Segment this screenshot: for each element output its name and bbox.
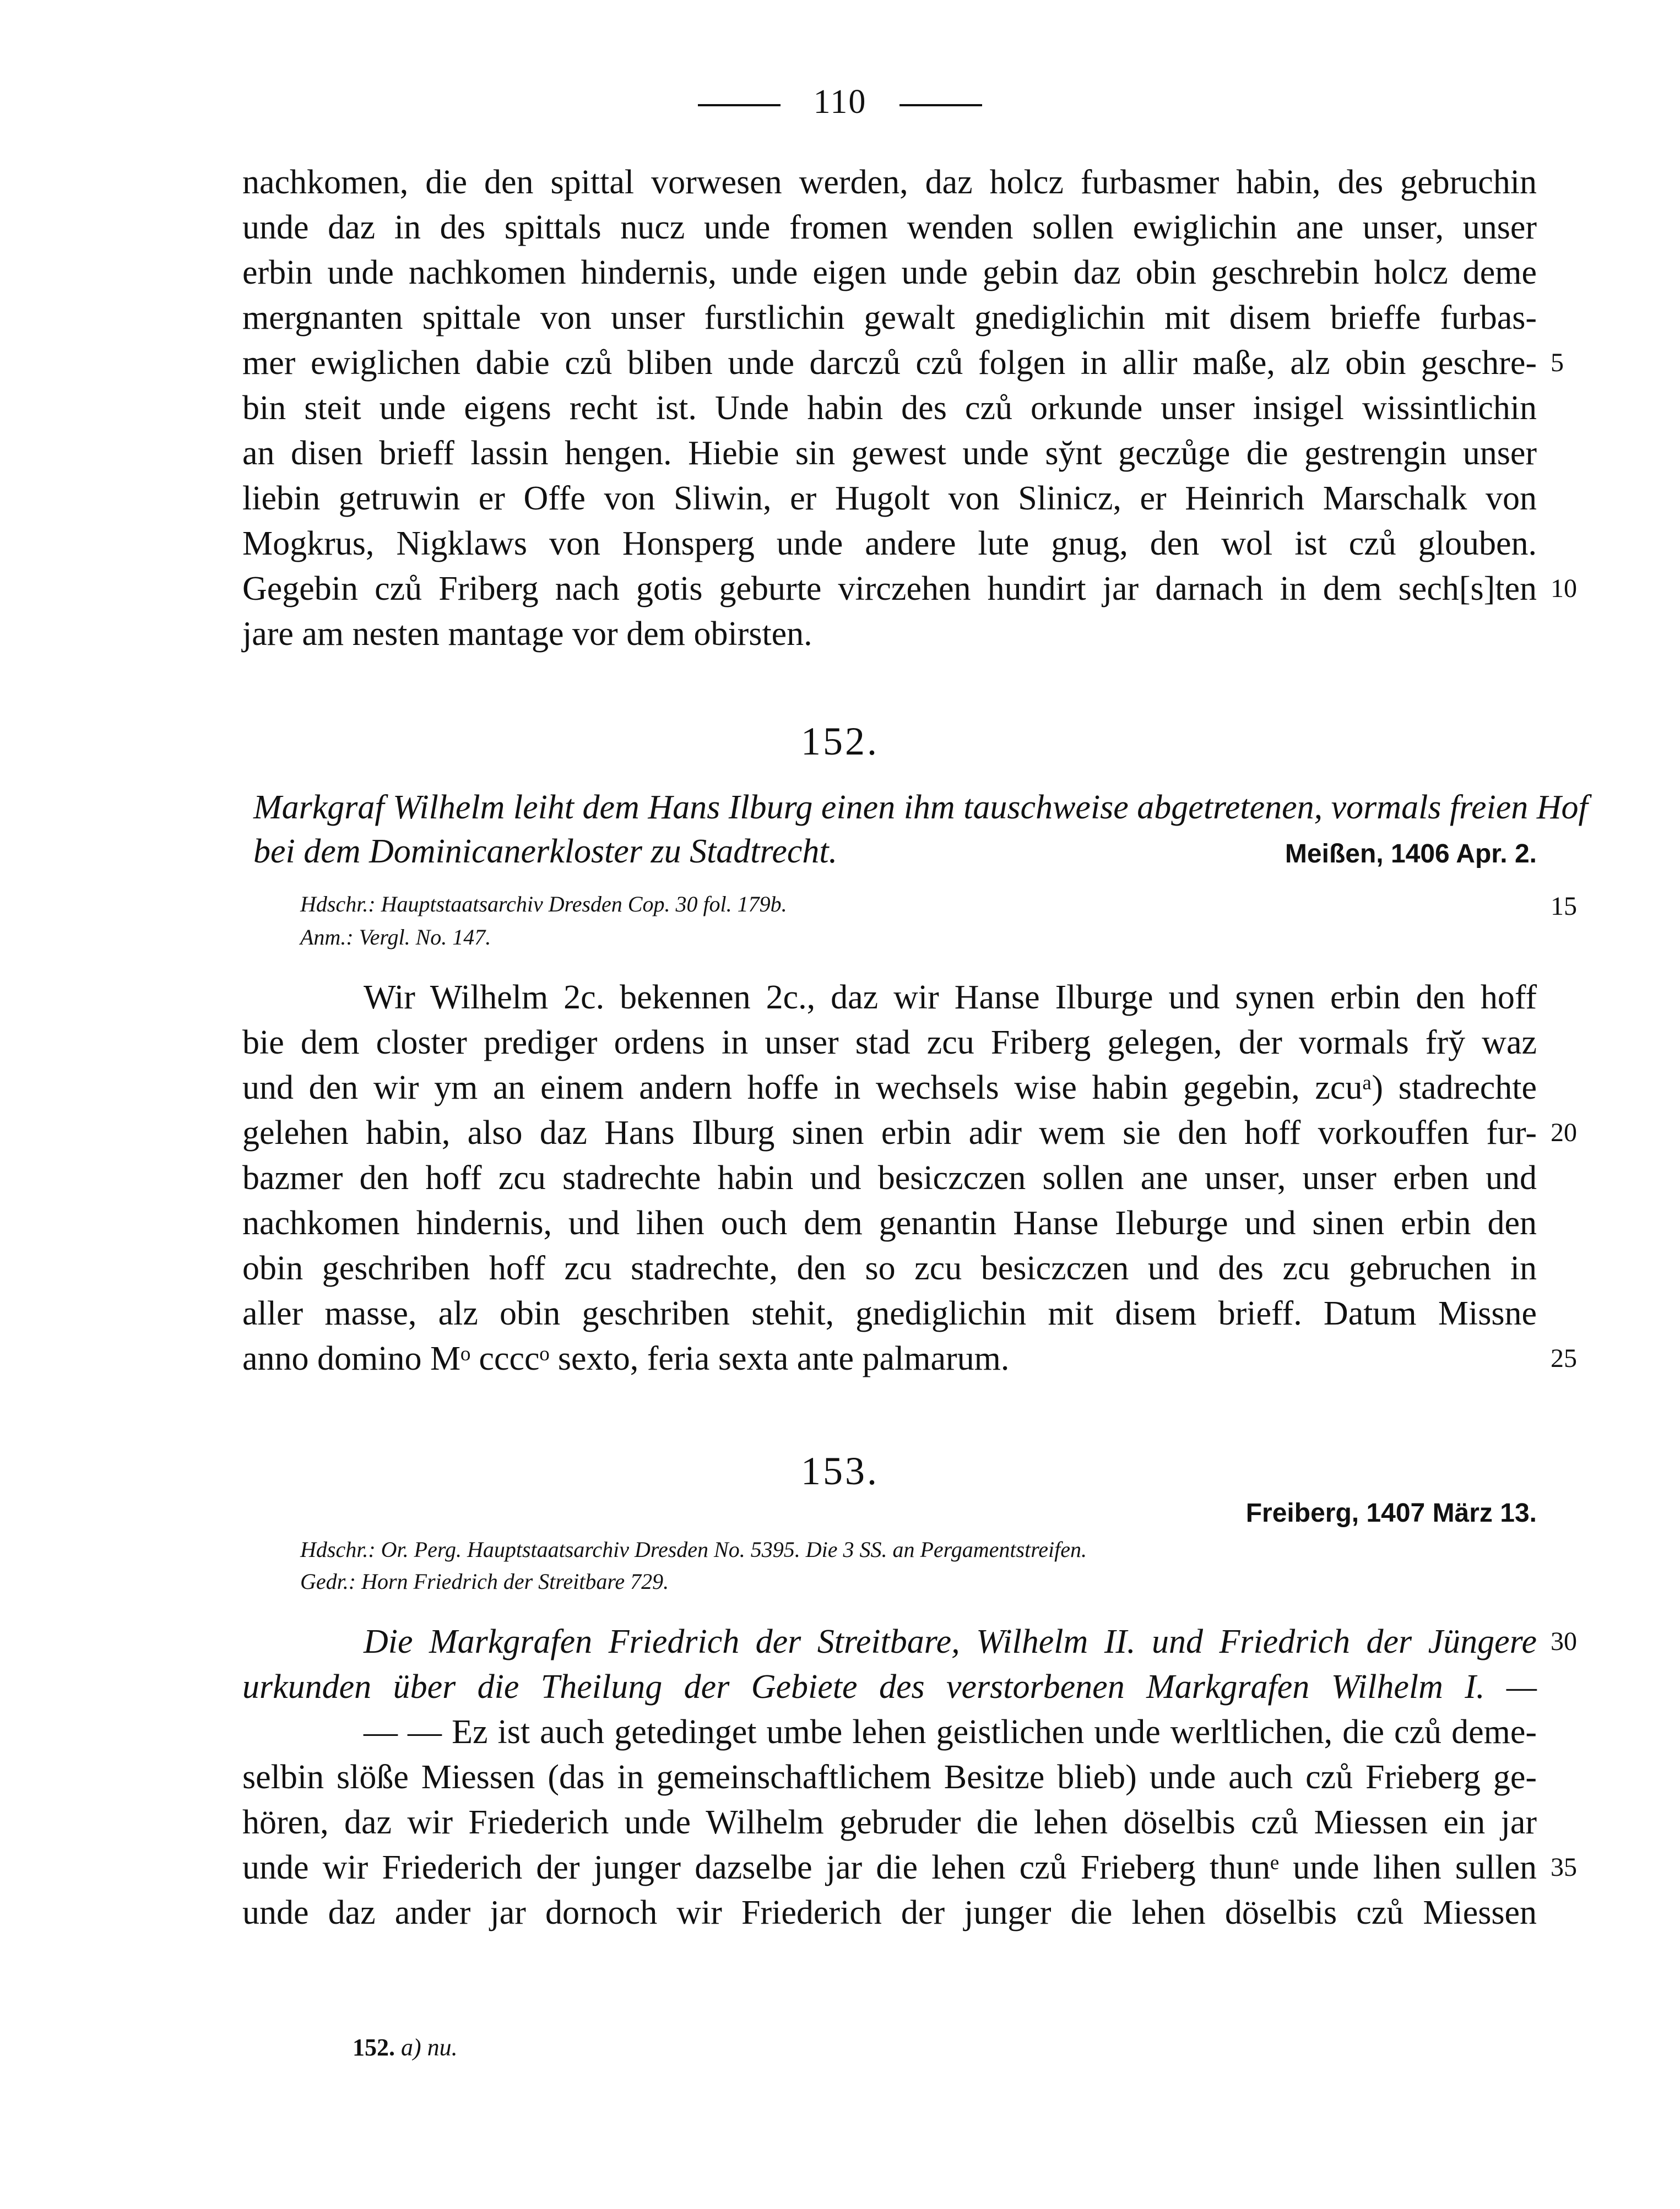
text-line: Gegebin czů Friberg nach gotis geburte virczehen hundirt jar darnach in dem sech[s]ten	[242, 570, 1537, 607]
page-number: 110	[813, 83, 867, 121]
text-line: hören, daz wir Friederich unde Wilhelm gebruder die lehen döselbis czů Miessen ein jar	[242, 1804, 1537, 1841]
footnote-ref: 152.	[353, 2034, 395, 2061]
header-rule-left	[698, 104, 781, 106]
text-line: jare am nesten mantage vor dem obirsten.	[242, 615, 812, 653]
line-number: 25	[1551, 1344, 1577, 1373]
text-line: obin geschriben hoff zcu stadrechte, den so zcu besiczczen und des zcu gebruchen in	[242, 1250, 1537, 1287]
annotation-note: Anm.: Vergl. No. 147.	[300, 925, 491, 949]
line-number: 30	[1551, 1627, 1577, 1656]
line-number: 5	[1551, 348, 1564, 377]
document-number: 152.	[801, 719, 879, 763]
print-note: Gedr.: Horn Friedrich der Streitbare 729.	[300, 1569, 669, 1594]
text-line: bazmer den hoff zcu stadrechte habin und besiczczen sollen ane unser, unser erben und	[242, 1159, 1537, 1197]
text-line: gelehen habin, also daz Hans Ilburg sinen erbin adir wem sie den hoff vorkouffen fur-	[242, 1114, 1537, 1152]
text-line: unde wir Friederich der junger dazselbe jar die lehen czů Frieberg thunᵉ unde lihen sullen	[242, 1849, 1537, 1886]
line-number: 10	[1551, 574, 1577, 603]
regest-line: Die Markgrafen Friedrich der Streitbare, Wilhelm II. und Friedrich der Jüngere	[364, 1623, 1537, 1660]
text-line: anno domino Mᵒ ccccᵒ sexto, feria sexta ante palmarum.	[242, 1340, 1010, 1377]
dateline: Freiberg, 1407 März 13.	[1245, 1499, 1537, 1528]
text-line: selbin slöße Miessen (das in gemeinschaftlichem Besitze blieb) unde auch czů Frieberg ge-	[242, 1758, 1537, 1796]
page-header	[0, 83, 1680, 122]
text-line: — — Ez ist auch getedinget umbe lehen geistlichen unde werltlichen, die czů deme-	[364, 1713, 1537, 1751]
text-line: bie dem closter prediger ordens in unser stad zcu Friberg gelegen, der vormals fry̆ waz	[242, 1024, 1537, 1061]
footnote	[353, 2033, 458, 2061]
regest-line: bei dem Dominicanerkloster zu Stadtrecht.	[253, 833, 838, 870]
text-line: bin steit unde eigens recht ist. Unde habin des czů orkunde unser insigel wissintlichin	[242, 389, 1537, 427]
text-line: nachkomen, die den spittal vorwesen werden, daz holcz furbasmer habin, des gebruchin	[242, 164, 1537, 201]
text-line: Mogkrus, Nigklaws von Honsperg unde andere lute gnug, den wol ist czů glouben.	[242, 525, 1537, 562]
text-line: aller masse, alz obin geschriben stehit, gnediglichin mit disem brieff. Datum Missne	[242, 1295, 1537, 1332]
footnote-text: a) nu.	[401, 2034, 458, 2061]
archive-note: Hdschr.: Hauptstaatsarchiv Dresden Cop. 30 fol. 179b.	[300, 892, 787, 916]
text-line: mergnanten spittale von unser furstlichin gewalt gnediglichin mit disem brieffe furbas-	[242, 299, 1537, 336]
text-line: mer ewiglichen dabie czů bliben unde darczů czů folgen in allir maße, alz obin geschre-	[242, 344, 1537, 382]
document-number: 153.	[801, 1449, 879, 1493]
line-number: 20	[1551, 1118, 1577, 1147]
text-line: an disen brieff lassin hengen. Hiebie sin gewest unde sy̆nt geczůge die gestrengin unser	[242, 435, 1537, 472]
text-line: unde daz in des spittals nucz unde fromen wenden sollen ewiglichin ane unser, unser	[242, 209, 1537, 246]
text-line: erbin unde nachkomen hindernis, unde eigen unde gebin daz obin geschrebin holcz deme	[242, 254, 1537, 291]
text-line: unde daz ander jar dornoch wir Friederich der junger die lehen döselbis czů Miessen	[242, 1894, 1537, 1931]
regest-line: Markgraf Wilhelm leiht dem Hans Ilburg einen ihm tauschweise abgetretenen, vormals freien Hof	[253, 789, 1588, 826]
header-rule-right	[899, 104, 982, 106]
regest-line: urkunden über die Theilung der Gebiete des verstorbenen Markgrafen Wilhelm I. —	[242, 1668, 1537, 1706]
archive-note: Hdschr.: Or. Perg. Hauptstaatsarchiv Dresden No. 5395. Die 3 SS. an Pergamentstreifen.	[300, 1537, 1087, 1562]
dateline: Meißen, 1406 Apr. 2.	[1285, 839, 1537, 869]
text-line: liebin getruwin er Offe von Sliwin, er Hugolt von Slinicz, er Heinrich Marschalk von	[242, 480, 1537, 517]
text-line: Wir Wilhelm 2c. bekennen 2c., daz wir Hanse Ilburge und synen erbin den hoff	[364, 979, 1537, 1016]
text-line: nachkomen hindernis, und lihen ouch dem genantin Hanse Ileburge und sinen erbin den	[242, 1204, 1537, 1242]
text-line: und den wir ym an einem andern hoffe in wechsels wise habin gegebin, zcuᵃ) stadrechte	[242, 1069, 1537, 1106]
line-number: 15	[1551, 892, 1577, 921]
line-number: 35	[1551, 1853, 1577, 1882]
